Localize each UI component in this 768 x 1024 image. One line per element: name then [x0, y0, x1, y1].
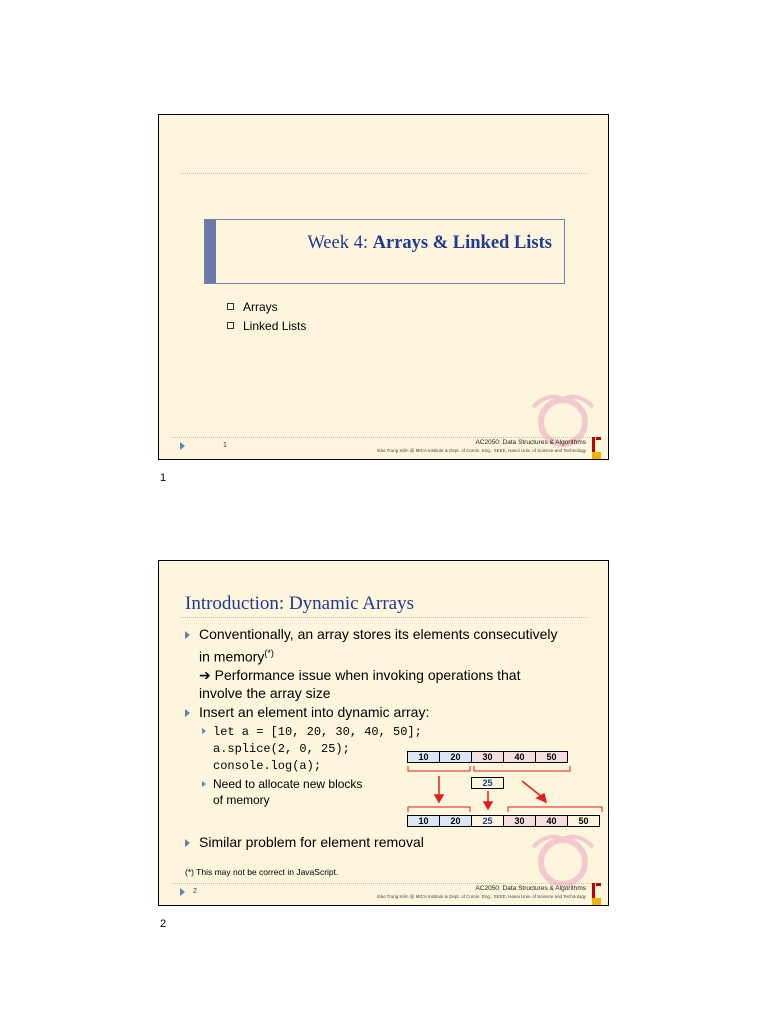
footer-divider [171, 883, 596, 884]
title-accent-bar [205, 220, 216, 283]
list-item: Linked Lists [227, 316, 306, 335]
array-cell: 25 [471, 815, 504, 827]
slide-2 [158, 560, 609, 906]
slide-1 [158, 114, 609, 460]
array-cell: 30 [471, 751, 504, 763]
topic-list [227, 297, 306, 335]
array-cell: 40 [503, 751, 536, 763]
bullet-2: Insert an element into dynamic array: [199, 704, 430, 720]
university-logo-icon [592, 437, 601, 459]
sub-bullet-icon [202, 728, 206, 734]
page-number: 1 [160, 472, 167, 484]
title-divider [181, 173, 588, 174]
title-box [204, 219, 565, 284]
array-cell: 40 [535, 815, 568, 827]
bullet-icon [185, 709, 190, 717]
array-cell: 50 [567, 815, 600, 827]
slide-title: Week 4: Arrays & Linked Lists [307, 233, 552, 253]
footnote: (*) This may not be correct in JavaScript. [185, 867, 339, 877]
list-item: Arrays [227, 297, 306, 316]
square-bullet-icon [227, 322, 234, 329]
bullet-icon [185, 839, 190, 847]
bullet-3: Similar problem for element removal [199, 834, 424, 850]
footer-author: Đào Trung Kiên @ MICA Institute & Dept. of Comm. Eng., SEEE, Hanoi Univ. of Science and Technology [377, 894, 586, 899]
slide-title: Introduction: Dynamic Arrays [185, 593, 415, 614]
sub-bullet-icon [202, 781, 206, 787]
array-cell: 10 [407, 751, 440, 763]
bullet-icon [185, 631, 190, 639]
array-cell: 20 [439, 815, 472, 827]
array-cell: 20 [439, 751, 472, 763]
array-cell: 30 [503, 815, 536, 827]
move-arrows [404, 761, 609, 817]
array-cell: 50 [535, 751, 568, 763]
array-cell: 25 [471, 777, 504, 789]
footer-course: AC2050: Data Structures & Algorithms [475, 885, 586, 892]
mica-watermark-icon [528, 827, 598, 887]
footer-arrow-icon [180, 888, 185, 896]
code-block: let a = [10, 20, 30, 40, 50]; a.splice(2, 0, 25); console.log(a); [213, 725, 422, 773]
footer-slide-number: 2 [193, 888, 197, 895]
university-logo-icon [592, 883, 601, 905]
title-divider [181, 617, 588, 618]
footer-arrow-icon [180, 442, 185, 450]
footer-author: Đào Trung Kiên @ MICA Institute & Dept. of Comm. Eng., SEEE, Hanoi Univ. of Science and Technology [377, 448, 586, 453]
array-cell: 10 [407, 815, 440, 827]
sub-bullet-2: Need to allocate new blocks of memory [213, 777, 363, 807]
footer-slide-number: 1 [223, 442, 227, 449]
bullet-1: Conventionally, an array stores its elements consecutively in memory(*) ➔ Performance issue when invoking operations that involve the array size [199, 626, 558, 702]
square-bullet-icon [227, 303, 234, 310]
mica-watermark-icon [528, 387, 598, 447]
page-number: 2 [160, 918, 167, 930]
footer-course: AC2050: Data Structures & Algorithms [475, 439, 586, 446]
footer-divider [171, 437, 596, 438]
